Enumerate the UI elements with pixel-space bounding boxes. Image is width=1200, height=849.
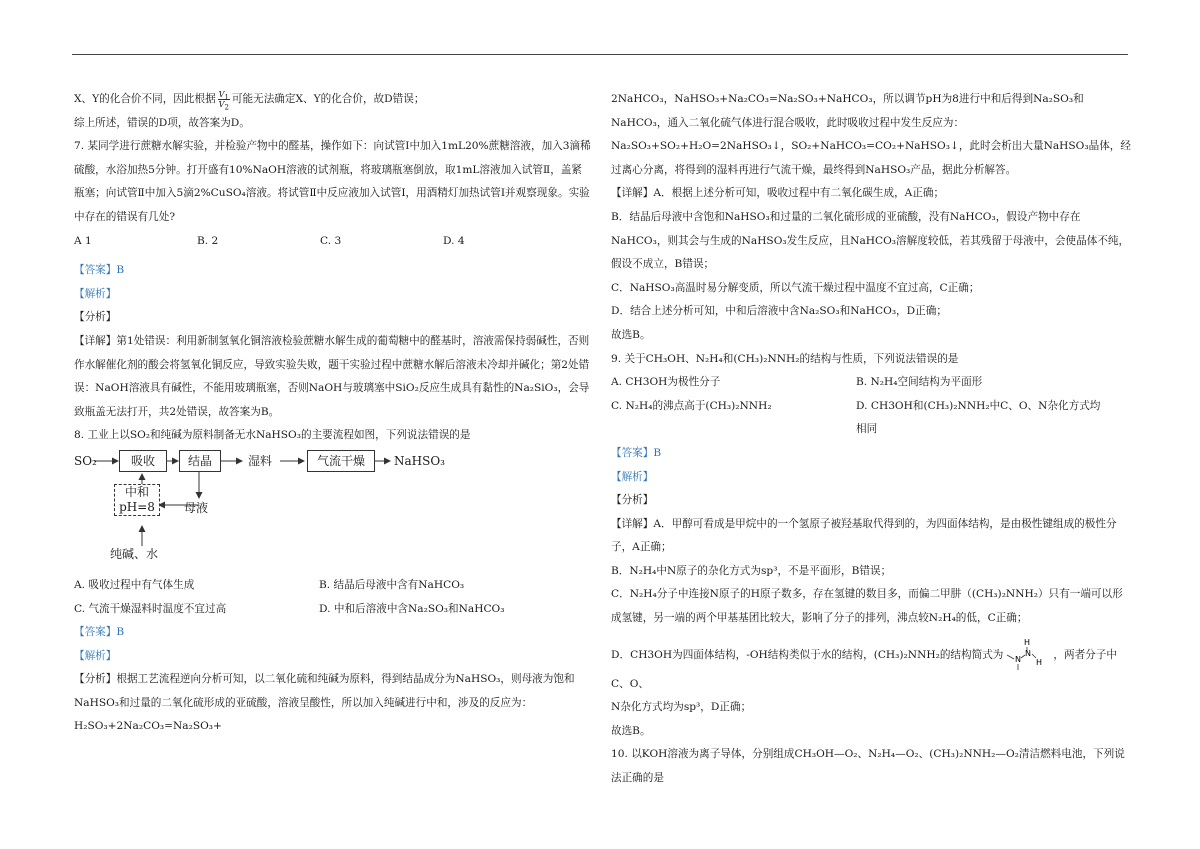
frac-denominator-sub: 2 <box>224 103 229 112</box>
question-10: 10. 以KOH溶液为离子导体，分别组成CH₃OH—O₂、N₂H₄—O₂、(CH₃)₂NNH₂—O₂清洁燃料电池，下列说法正确的是 <box>611 748 1125 785</box>
choice-a: A 1 <box>74 234 92 247</box>
q9-detail-c: C．N₂H₄分子中连接N原子的H原子数多，存在氢键的数目多，而偏二甲肼（(CH₃)₂NNH₂）只有一端可以形成氢键，另一端的两个甲基基团比较大，影响了分子的排列，沸点较N₂H₄的低，C正确； <box>611 588 1123 625</box>
fenxi-text: 【分析】根据工艺流程逆向分析可知，以二氧化硫和纯碱为原料，得到结晶成分为NaHSO₃，则母液为饱和NaHSO₃和过量的二氧化硫形成的亚硫酸，溶液呈酸性，所以加入纯碱进行中和，涉及的反应为：H₂SO₃+2Na₂CO₃=Na₂SO₃+ <box>74 673 575 733</box>
q9-detail-d-line2: N杂化方式均为sp³，D正确； <box>611 701 752 714</box>
jiexi-label: 【解析】 <box>74 649 117 662</box>
choice-a: A. CH3OH为极性分子 <box>611 376 721 389</box>
jiexi-label: 【解析】 <box>74 287 117 300</box>
right-column <box>611 88 1131 791</box>
choice-a: A. 吸收过程中有气体生成 <box>74 578 195 591</box>
choice-c: C. 3 <box>320 234 342 247</box>
flow-mother-liquor: 母液 <box>184 500 209 515</box>
choice-b: B. 2 <box>197 234 219 247</box>
struct-h-top: H <box>1024 637 1031 647</box>
answer-label: 【答案】B <box>611 446 662 459</box>
flow-wet: 湿料 <box>248 453 273 468</box>
left-column <box>74 88 592 739</box>
conclusion: 故选B。 <box>611 724 651 737</box>
q8-choices-row1 <box>74 574 592 598</box>
continued-text: 2NaHCO₃，NaHSO₃+Na₂CO₃=Na₂SO₃+NaHCO₃，所以调节pH为8进行中和后得到Na₂SO₃和NaHCO₃，通入二氧化硫气体进行混合吸收，此时吸收过程中发生反应为：Na₂SO₃+SO₂+H₂O=2NaHSO₃↓，SO₂+NaHCO₃=CO₂+NaHSO₃↓，此时会析出大量NaHSO₃晶体，经过离心分离，将得到的湿料再进行气流干燥，最终得到NaHSO₃产品，据此分析解答。 <box>611 93 1131 176</box>
text-segment: X、Y的化合价不同，因此根据 <box>74 93 216 105</box>
frac-denominator: V <box>218 99 225 109</box>
flow-soda: 纯碱、水 <box>110 546 159 561</box>
q9-detail-b: B．N₂H₄中N原子的杂化方式为sp³，不是平面形，B错误； <box>611 564 892 577</box>
detail-d: D．结合上述分析可知，中和后溶液中含Na₂SO₃和NaHCO₃，D正确； <box>611 305 947 318</box>
q8-choices-row2 <box>74 598 592 622</box>
q9-choices-row2 <box>611 395 1131 442</box>
detail-text: 【详解】第1处错误：利用新制氢氧化铜溶液检验蔗糖水解生成的葡萄糖中的醛基时，溶液需保持弱碱性，否则作水解催化剂的酸会将氢氧化铜反应，导致实验失败，题干实验过程中蔗糖水解后溶液未冷却并碱化；第2处错误：NaOH溶液具有碱性，不能用玻璃瓶塞，否则NaOH与玻璃塞中SiO₂反应生成具有黏性的Na₂SiO₃，会导致瓶盖无法打开，共2处错误，故答案为B。 <box>74 334 590 418</box>
question-9: 9. 关于CH₃OH、N₂H₄和(CH₃)₂NNH₂的结构与性质，下列说法错误的是 <box>611 352 959 365</box>
frac-numerator: V <box>218 89 225 99</box>
flow-neutralize: 中和 <box>124 484 149 499</box>
choice-b: B. N₂H₄空间结构为平面形 <box>856 376 983 389</box>
conclusion: 故选B。 <box>611 328 651 341</box>
q7-choices <box>74 230 592 254</box>
jiexi-label: 【解析】 <box>611 470 654 483</box>
fenxi-label: 【分析】 <box>611 494 654 507</box>
choice-d: D. 中和后溶液中含Na₂SO₃和NaHCO₃ <box>319 602 505 615</box>
flow-so2: SO₂ <box>74 453 97 468</box>
fenxi-label: 【分析】 <box>74 311 117 324</box>
flow-crystal-box: 结晶 <box>179 450 221 472</box>
text-segment: D．CH3OH为四面体结构，-OH结构类似于水的结构，(CH₃)₂NNH₂的结构简式为 <box>611 648 1004 661</box>
text-line: 综上所述，错误的D项，故答案为D。 <box>74 116 250 129</box>
detail-c: C．NaHSO₃高温时易分解变质，所以气流干燥过程中温度不宜过高，C正确； <box>611 281 980 294</box>
frac-numerator-sub: 1 <box>224 93 229 102</box>
detail-b: B．结晶后母液中含饱和NaHSO₃和过量的二氧化硫形成的亚硫酸，没有NaHCO₃，假设产物中存在NaHCO₃，则其会与生成的NaHSO₃发生反应，且NaHCO₃溶解度较低，若其残留于母液中，会使晶体不纯，假设不成立，B错误； <box>611 210 1130 271</box>
text-segment: 可能无法确定X、Y的化合价，故D错误； <box>231 93 425 105</box>
answer-label: 【答案】B <box>74 264 125 277</box>
struct-n-left: N <box>1015 654 1022 664</box>
text-line <box>74 88 592 112</box>
text-segment: ，两者分子中C、O、 <box>611 648 1117 690</box>
question-8: 8. 工业上以SO₂和纯碱为原料制备无水NaHSO₃的主要流程如图，下列说法错误的是 <box>74 429 471 442</box>
flow-absorb-box: 吸收 <box>119 450 167 472</box>
fraction <box>218 89 230 112</box>
flow-dry-box: 气流干燥 <box>307 450 375 472</box>
choice-c: C. N₂H₄的沸点高于(CH₃)₂NNH₂ <box>611 399 772 412</box>
flow-ph: pH=8 <box>119 499 155 514</box>
flow-neutralize-box <box>114 484 160 516</box>
structure-formula <box>1003 637 1053 673</box>
flow-product: NaHSO₃ <box>394 453 445 468</box>
process-flow-diagram <box>74 450 494 568</box>
choice-b: B. 结晶后母液中含有NaHCO₃ <box>319 578 465 591</box>
struct-h-right: H <box>1036 657 1043 667</box>
header-rule <box>72 54 1128 55</box>
choice-d: D. CH3OH和(CH₃)₂NNH₂中C、O、N杂化方式均相同 <box>856 399 1101 436</box>
choice-d: D. 4 <box>443 234 465 247</box>
struct-n-right: N <box>1025 648 1032 658</box>
question-7: 7. 某同学进行蔗糖水解实验，并检验产物中的醛基，操作如下：向试管Ⅰ中加入1mL20%蔗糖溶液，加入3滴稀硫酸，水浴加热5分钟。打开盛有10%NaOH溶液的试剂瓶，将玻璃瓶塞倒放，取1mL溶液加入试管Ⅱ，盖紧瓶塞；向试管Ⅱ中加入5滴2%CuSO₄溶液。将试管Ⅱ中反应液加入试管Ⅰ，用酒精灯加热试管Ⅰ并观察现象。实验中存在的错误有几处? <box>74 140 591 223</box>
q9-detail-a: 【详解】A．甲醇可看成是甲烷中的一个氢原子被羟基取代得到的，为四面体结构，是由极性键组成的极性分子，A正确； <box>611 517 1117 554</box>
q9-detail-d <box>611 637 1131 697</box>
answer-label: 【答案】B <box>74 626 125 639</box>
detail-a: 【详解】A．根据上述分析可知，吸收过程中有二氧化碳生成，A正确； <box>611 187 945 200</box>
q9-choices-row1 <box>611 371 1131 395</box>
choice-c: C. 气流干燥湿料时温度不宜过高 <box>74 602 227 615</box>
